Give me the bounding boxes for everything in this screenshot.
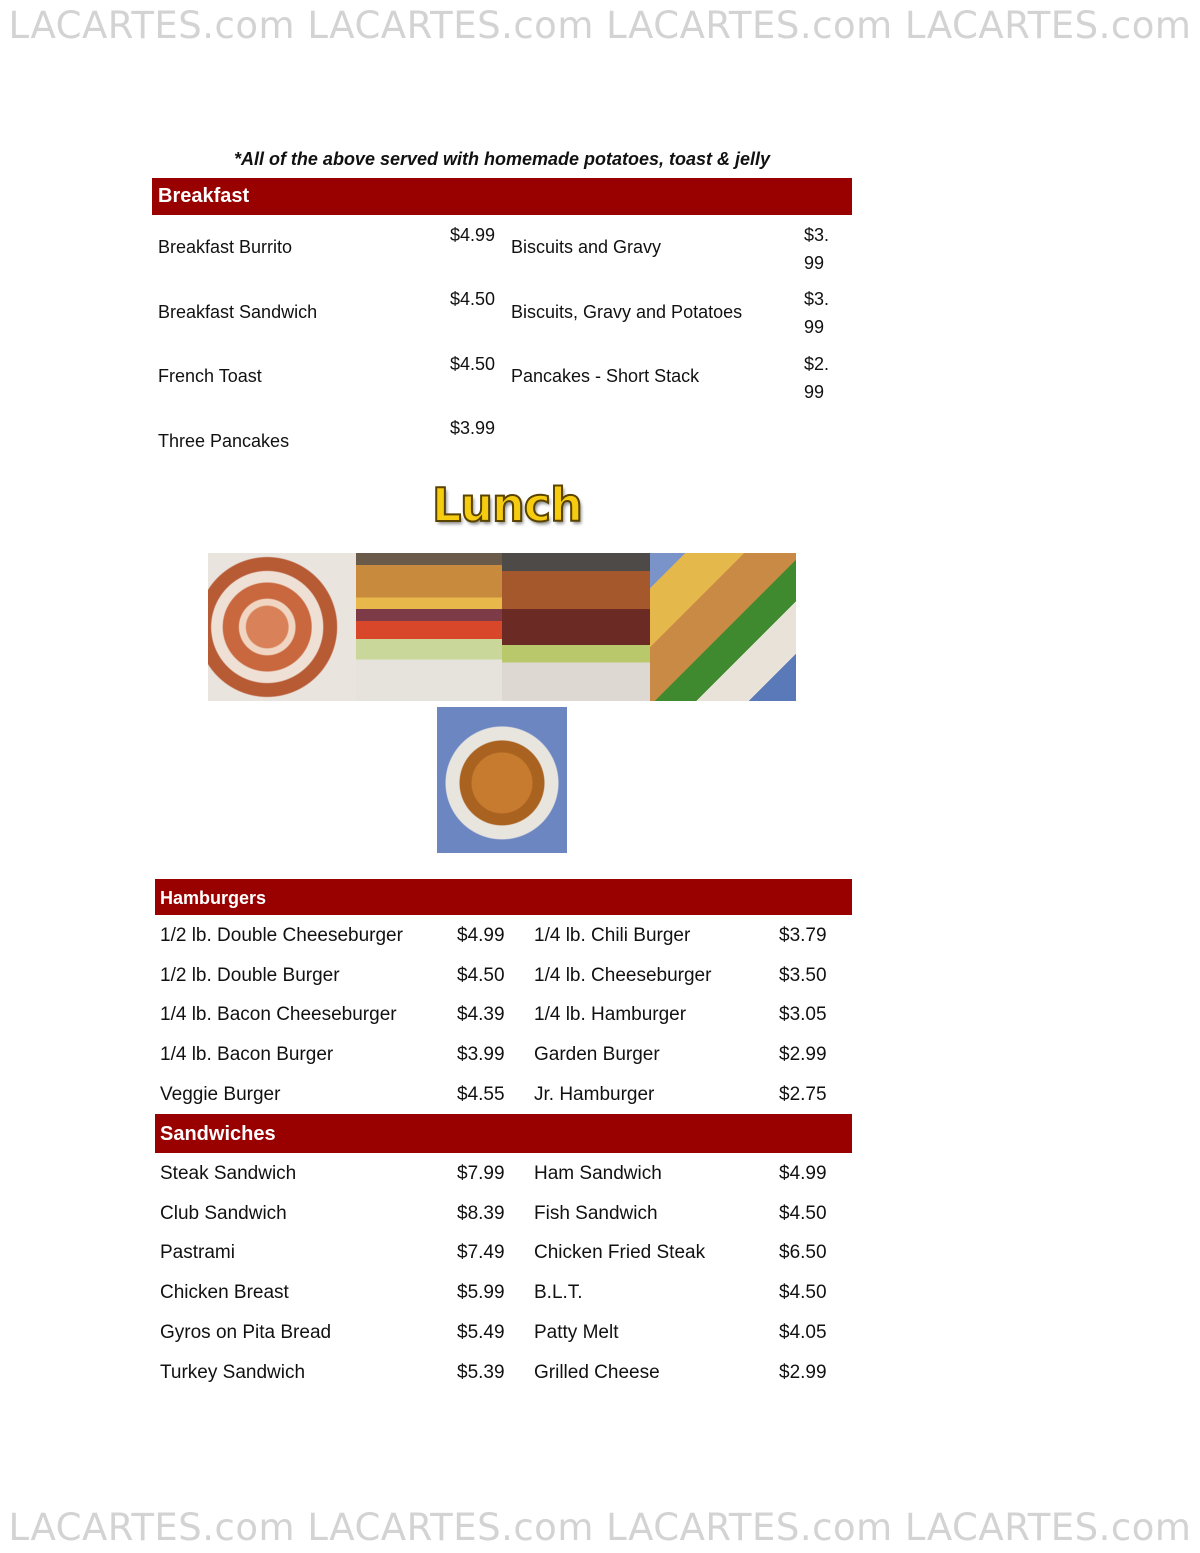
menu-item-price: $6.50 [779,1242,827,1263]
watermark-top: LACARTES.com LACARTES.com LACARTES.com LACARTES.com [8,4,1192,47]
menu-item-name: Turkey Sandwich [160,1362,306,1383]
menu-item-name: Chicken Breast [160,1282,289,1303]
menu-item-name: 1/4 lb. Bacon Burger [160,1044,334,1065]
menu-item-name: Biscuits, Gravy and Potatoes [511,302,743,322]
menu-item-price: $4.05 [779,1322,827,1343]
menu-item-name: Jr. Hamburger [534,1084,655,1105]
menu-item-name: 1/4 lb. Cheeseburger [534,965,712,986]
menu-item-price: $2.99 [779,1362,827,1383]
menu-item-price: $3.99 [450,418,496,438]
menu-item-name: Chicken Fried Steak [534,1242,706,1263]
menu-item-name: French Toast [158,366,262,386]
steak-sandwich-photo [650,553,796,701]
table-row [160,1044,850,1084]
menu-item-price: $4.99 [457,925,505,946]
menu-item-name: Biscuits and Gravy [511,237,662,257]
table-row [160,1203,850,1243]
menu-item-price: $3.99 [804,289,830,337]
menu-item-price: $2.75 [779,1084,827,1105]
menu-item-price: $4.50 [457,965,505,986]
table-row [160,1322,850,1362]
section-header-sandwiches: Sandwiches [155,1114,852,1153]
table-row [160,1242,850,1282]
menu-item-price: $3.99 [457,1044,505,1065]
pastrami-sandwich-photo [502,553,650,701]
menu-item-name: Steak Sandwich [160,1163,297,1184]
menu-item-name: Grilled Cheese [534,1362,660,1383]
menu-item-name: Breakfast Sandwich [158,302,318,322]
menu-item-price: $3.50 [779,965,827,986]
menu-item-name: Fish Sandwich [534,1203,658,1224]
menu-item-price: $7.49 [457,1242,505,1263]
menu-item-price: $7.99 [457,1163,505,1184]
menu-item-name: Three Pancakes [158,431,290,451]
menu-item-name: Veggie Burger [160,1084,281,1105]
menu-item-price: $3.79 [779,925,827,946]
menu-item-price: $4.99 [450,225,496,245]
section-header-breakfast: Breakfast [152,178,852,215]
table-row [160,925,850,965]
menu-item-name: 1/4 lb. Chili Burger [534,925,691,946]
table-row [160,1163,850,1203]
menu-item-price: $2.99 [804,354,830,402]
menu-item-price: $4.50 [779,1282,827,1303]
menu-item-price: $5.49 [457,1322,505,1343]
menu-item-price: $3.05 [779,1004,827,1025]
menu-item-price: $3.99 [804,225,830,273]
menu-item-name: 1/2 lb. Double Burger [160,965,340,986]
menu-item-price: $2.99 [779,1044,827,1065]
section-header-hamburgers: Hamburgers [155,879,852,915]
menu-item-name: Pancakes - Short Stack [511,366,700,386]
table-row [160,1282,850,1322]
menu-item-price: $5.39 [457,1362,505,1383]
menu-item-name: Garden Burger [534,1044,660,1065]
menu-item-price: $4.50 [779,1203,827,1224]
menu-item-name: 1/2 lb. Double Cheeseburger [160,925,403,946]
menu-item-name: 1/4 lb. Hamburger [534,1004,687,1025]
zucchini-sticks-photo [437,707,567,853]
menu-item-price: $8.39 [457,1203,505,1224]
watermark-bottom: LACARTES.com LACARTES.com LACARTES.com LACARTES.com [8,1506,1192,1549]
menu-item-name: Gyros on Pita Bread [160,1322,332,1343]
menu-item-name: Club Sandwich [160,1203,287,1224]
menu-item-name: Pastrami [160,1242,235,1263]
served-with-note: *All of the above served with homemade potatoes, toast & jelly [233,149,771,169]
menu-item-price: $4.50 [450,289,496,309]
menu-item-name: Patty Melt [534,1322,619,1343]
menu-item-price: $4.55 [457,1084,505,1105]
table-row [160,1362,850,1402]
table-row [160,965,850,1005]
menu-item-name: 1/4 lb. Bacon Cheeseburger [160,1004,397,1025]
menu-item-price: $4.99 [779,1163,827,1184]
menu-item-price: $4.50 [450,354,496,374]
menu-item-name: Breakfast Burrito [158,237,293,257]
burger-photo [356,553,502,701]
table-row [160,1004,850,1044]
menu-item-price: $5.99 [457,1282,505,1303]
menu-item-name: B.L.T. [534,1282,583,1303]
menu-item-price: $4.39 [457,1004,505,1025]
onion-rings-photo [208,553,356,701]
menu-item-name: Ham Sandwich [534,1163,662,1184]
lunch-title: Lunch [432,478,582,532]
